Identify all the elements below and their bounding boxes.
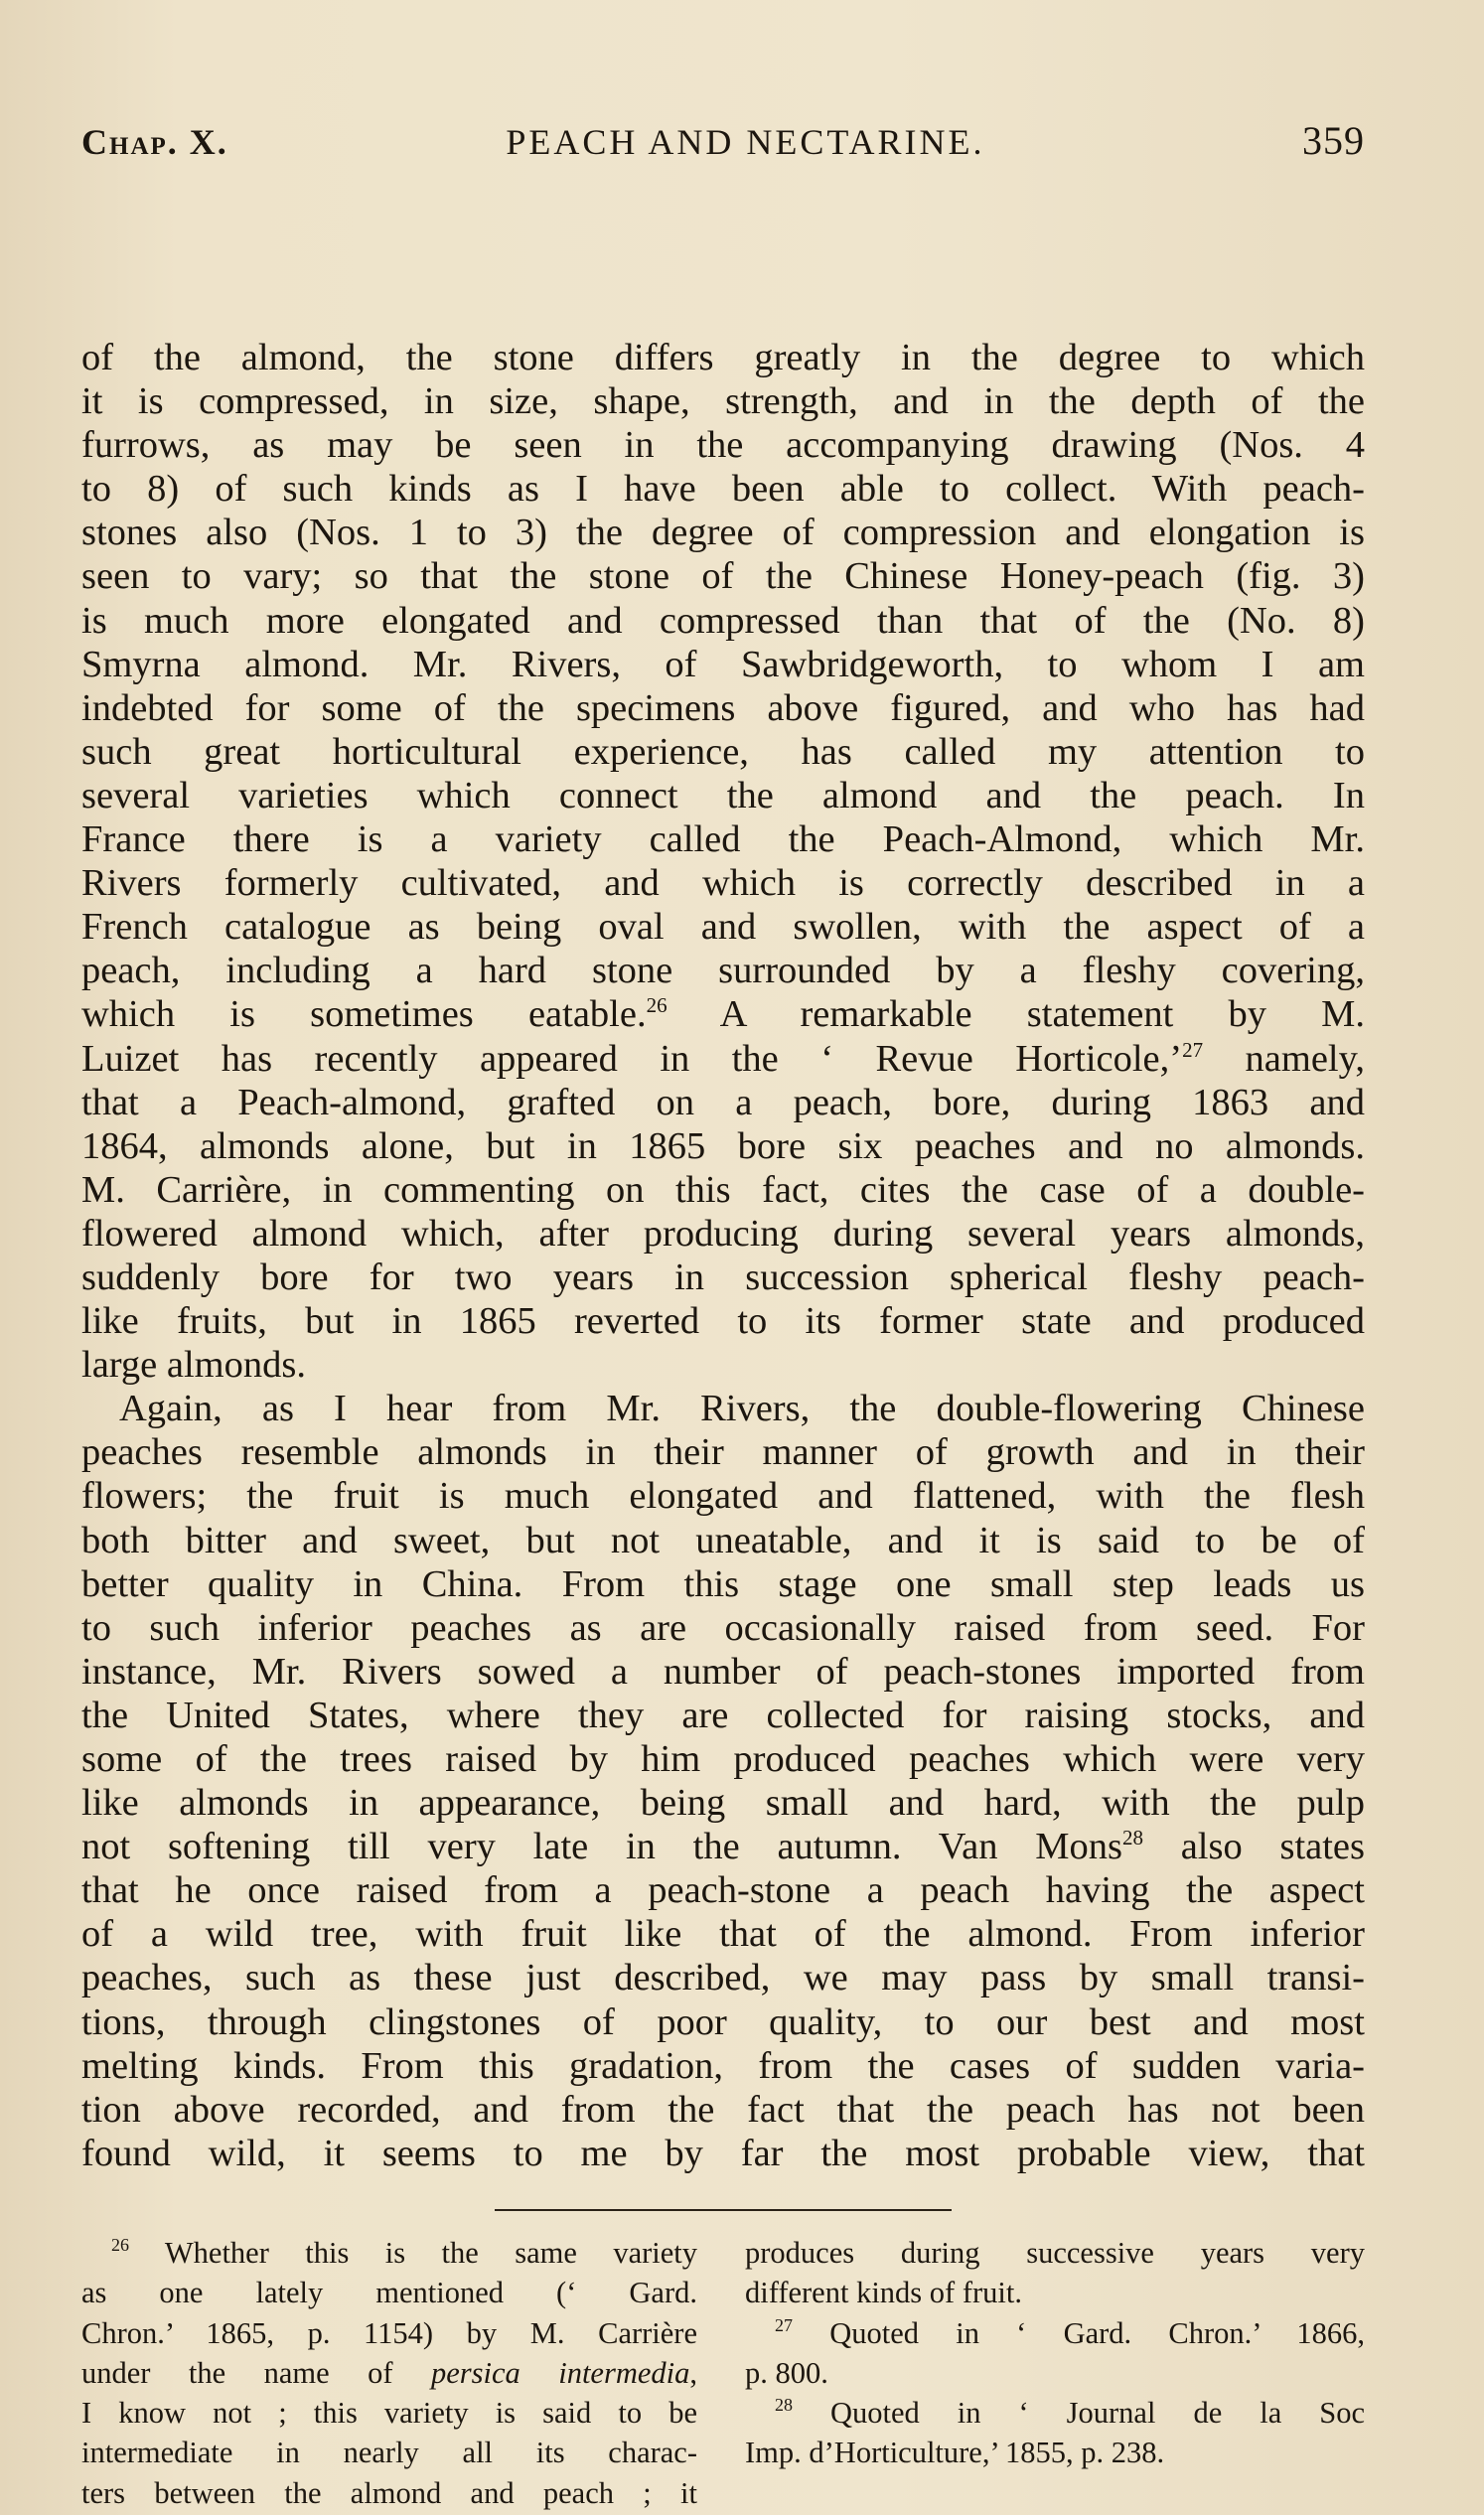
footnote-line: ters between the almond and peach ; it bbox=[81, 2475, 697, 2510]
text-segment: not softening till very late in the autumn. Van Mons bbox=[81, 1826, 1122, 1868]
chapter-label: Chap. X. bbox=[81, 122, 228, 162]
text-line bbox=[81, 992, 1365, 1036]
text-line: suddenly bore for two years in succession spherical fleshy peach- bbox=[81, 1256, 1365, 1298]
text-line: indebted for some of the specimens above figured, and who has had bbox=[81, 686, 1365, 729]
text-line: tion above recorded, and from the fact that the peach has not been bbox=[81, 2088, 1365, 2131]
footnote-number: 26 bbox=[111, 2234, 129, 2255]
footnote-ref: 26 bbox=[646, 993, 668, 1018]
text-segment: Quoted in ‘ Gard. Chron.’ 1866, bbox=[793, 2315, 1365, 2350]
footnote-line bbox=[81, 2233, 697, 2273]
footnote-line: I know not ; this variety is said to be bbox=[81, 2396, 697, 2431]
text-segment: , bbox=[689, 2355, 697, 2390]
footnote-line: Chron.’ 1865, p. 1154) by M. Carrière bbox=[81, 2315, 697, 2350]
footnote-line: intermediate in nearly all its charac- bbox=[81, 2436, 697, 2470]
text-segment: which is sometimes eatable. bbox=[81, 993, 647, 1036]
footnote-number: 28 bbox=[775, 2395, 793, 2416]
footnote-line bbox=[745, 2313, 1365, 2353]
text-line: such great horticultural experience, has called my attention to bbox=[81, 730, 1365, 773]
footnote-column-left bbox=[81, 2233, 697, 2513]
running-header bbox=[81, 117, 1365, 187]
text-segment: also states bbox=[1142, 1826, 1365, 1868]
text-line: stones also (Nos. 1 to 3) the degree of compression and elongation is bbox=[81, 512, 1365, 554]
text-line: to such inferior peaches as are occasionally raised from seed. For bbox=[81, 1606, 1365, 1649]
text-line: several varieties which connect the almond and the peach. In bbox=[81, 774, 1365, 816]
text-line: that he once raised from a peach-stone a peach having the aspect bbox=[81, 1869, 1365, 1912]
text-line: to 8) of such kinds as I have been able to collect. With peach- bbox=[81, 468, 1365, 511]
footnote-divider bbox=[495, 2209, 952, 2211]
footnote-line bbox=[81, 2353, 697, 2393]
text-line: both bitter and sweet, but not uneatable, and it is said to be of bbox=[81, 1519, 1365, 1561]
text-line: the United States, where they are collected for raising stocks, and bbox=[81, 1694, 1365, 1736]
text-segment: Quoted in ‘ Journal de la Soc bbox=[793, 2396, 1365, 2431]
text-segment: under the name of bbox=[81, 2355, 431, 2390]
text-line: like fruits, but in 1865 reverted to its former state and produced bbox=[81, 1300, 1365, 1343]
text-line: 1864, almonds alone, but in 1865 bore six peaches and no almonds. bbox=[81, 1124, 1365, 1167]
text-line bbox=[81, 1037, 1365, 1081]
text-segment: A remarkable statement by M. bbox=[667, 993, 1365, 1036]
running-title: PEACH AND NECTARINE. bbox=[506, 122, 985, 162]
text-line: flowers; the fruit is much elongated and flattened, with the flesh bbox=[81, 1475, 1365, 1518]
text-segment: Luizet has recently appeared in the ‘ Revue Horticole,’ bbox=[81, 1037, 1183, 1080]
text-line: found wild, it seems to me by far the most probable view, that bbox=[81, 2132, 1365, 2174]
text-line: of the almond, the stone differs greatly in the degree to which bbox=[81, 337, 1365, 378]
text-line: some of the trees raised by him produced peaches which were very bbox=[81, 1738, 1365, 1780]
footnote-line bbox=[745, 2393, 1365, 2433]
text-line: peach, including a hard stone surrounded by a fleshy covering, bbox=[81, 950, 1365, 992]
text-line: seen to vary; so that the stone of the Chinese Honey-peach (fig. 3) bbox=[81, 555, 1365, 598]
text-segment: Whether this is the same variety bbox=[129, 2235, 697, 2270]
italic-term: persica intermedia bbox=[430, 2355, 690, 2390]
text-line: flowered almond which, after producing during several years almonds, bbox=[81, 1212, 1365, 1255]
footnote-line: p. 800. bbox=[745, 2355, 828, 2390]
text-line: tions, through clingstones of poor quality, to our best and most bbox=[81, 2000, 1365, 2043]
text-segment: namely, bbox=[1203, 1037, 1365, 1080]
text-line: furrows, as may be seen in the accompanying drawing (Nos. 4 bbox=[81, 424, 1365, 467]
footnote-ref: 28 bbox=[1121, 1826, 1143, 1850]
text-line: it is compressed, in size, shape, strength, and in the depth of the bbox=[81, 380, 1365, 423]
footnotes bbox=[81, 2233, 1365, 2513]
text-line: France there is a variety called the Peach-Almond, which Mr. bbox=[81, 818, 1365, 861]
text-line: better quality in China. From this stage one small step leads us bbox=[81, 1562, 1365, 1605]
footnote-number: 27 bbox=[775, 2314, 793, 2335]
footnote-column-right bbox=[745, 2233, 1365, 2513]
text-line: that a Peach-almond, grafted on a peach, bore, during 1863 and bbox=[81, 1081, 1365, 1123]
footnote-ref: 27 bbox=[1182, 1037, 1204, 1062]
text-line: Rivers formerly cultivated, and which is correctly described in a bbox=[81, 862, 1365, 905]
text-line: French catalogue as being oval and swollen, with the aspect of a bbox=[81, 906, 1365, 949]
text-line: peaches resemble almonds in their manner of growth and in their bbox=[81, 1431, 1365, 1474]
main-text bbox=[81, 336, 1365, 2175]
footnote-line: as one lately mentioned (‘ Gard. bbox=[81, 2276, 697, 2310]
page-number: 359 bbox=[1302, 118, 1365, 163]
footnote-line: different kinds of fruit. bbox=[745, 2276, 1022, 2310]
text-line: is much more elongated and compressed than that of the (No. 8) bbox=[81, 599, 1365, 642]
footnote-line: produces during successive years very bbox=[745, 2235, 1365, 2270]
text-line bbox=[81, 1825, 1365, 1868]
text-line: peaches, such as these just described, we may pass by small transi- bbox=[81, 1957, 1365, 1999]
text-line: instance, Mr. Rivers sowed a number of peach-stones imported from bbox=[81, 1650, 1365, 1693]
text-line: M. Carrière, in commenting on this fact, cites the case of a double- bbox=[81, 1168, 1365, 1211]
text-line: large almonds. bbox=[81, 1344, 306, 1387]
text-line: melting kinds. From this gradation, from the cases of sudden varia- bbox=[81, 2044, 1365, 2087]
footnote-line: Imp. d’Horticulture,’ 1855, p. 238. bbox=[745, 2436, 1165, 2470]
text-line: Smyrna almond. Mr. Rivers, of Sawbridgeworth, to whom I am bbox=[81, 643, 1365, 685]
text-line: of a wild tree, with fruit like that of the almond. From inferior bbox=[81, 1913, 1365, 1956]
text-line: Again, as I hear from Mr. Rivers, the double-flowering Chinese bbox=[119, 1388, 1365, 1430]
text-line: like almonds in appearance, being small and hard, with the pulp bbox=[81, 1782, 1365, 1825]
